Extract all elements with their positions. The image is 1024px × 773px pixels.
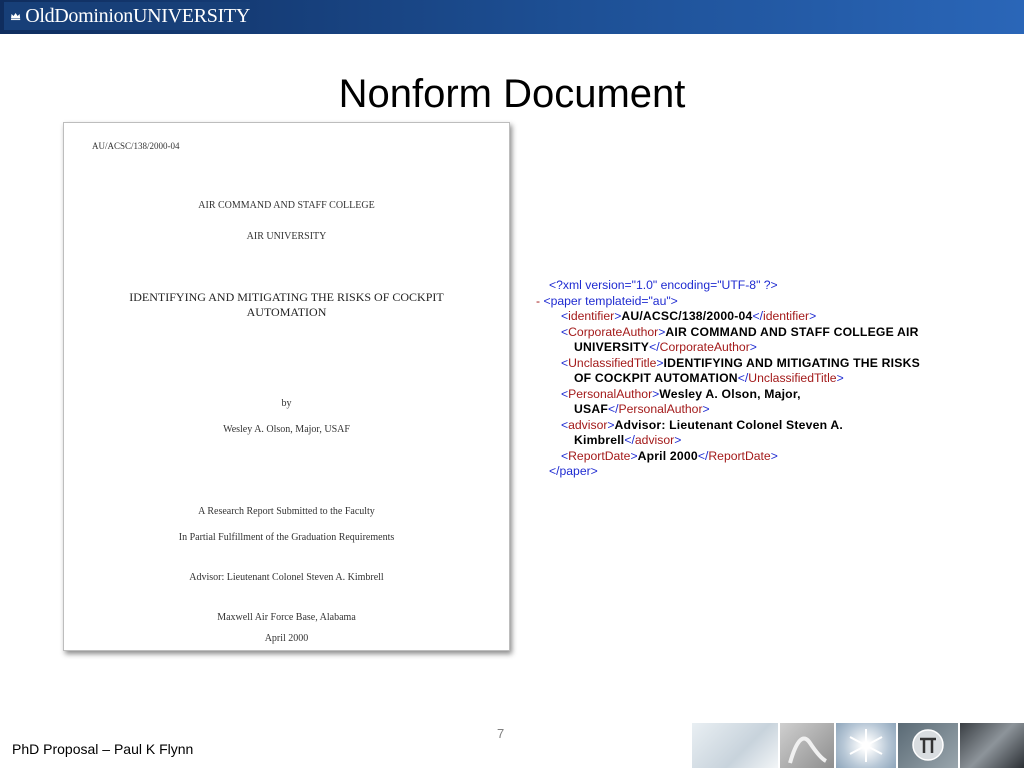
xml-advisor-cont: Kimbrell</advisor>	[574, 433, 682, 447]
logo-text: OldDominionUNIVERSITY	[25, 4, 250, 27]
xml-declaration: <?xml version="1.0" encoding="UTF-8" ?>	[549, 278, 778, 292]
strip-image-2	[780, 723, 834, 768]
xml-advisor: <advisor>Advisor: Lieutenant Colonel Steven A.	[561, 417, 843, 432]
strip-image-1	[692, 723, 778, 768]
xml-unclassified-title: <UnclassifiedTitle>IDENTIFYING AND MITIGATING THE RISKS	[561, 355, 920, 370]
slide-title: Nonform Document	[338, 72, 686, 116]
xml-unclassified-title-cont: OF COCKPIT AUTOMATION</UnclassifiedTitle>	[574, 371, 844, 385]
doc-report-id: AU/ACSC/138/2000-04	[92, 141, 180, 151]
figure-icon	[780, 723, 834, 768]
xml-corporate-author-cont: UNIVERSITY</CorporateAuthor>	[574, 340, 757, 354]
xml-corporate-author: <CorporateAuthor>AIR COMMAND AND STAFF COLLEGE AIR	[561, 324, 919, 339]
document-image	[63, 122, 510, 651]
footer-text: PhD Proposal – Paul K Flynn	[12, 741, 194, 757]
xml-personal-author-cont: USAF</PersonalAuthor>	[574, 402, 710, 416]
snowflake-icon	[836, 723, 896, 768]
doc-university: AIR UNIVERSITY	[246, 231, 327, 242]
doc-college: AIR COMMAND AND STAFF COLLEGE	[198, 200, 375, 211]
university-logo	[4, 2, 250, 30]
doc-fulfillment: In Partial Fulfillment of the Graduation Requirements	[178, 532, 395, 543]
xml-report-date: <ReportDate>April 2000</ReportDate>	[561, 448, 778, 463]
doc-advisor: Advisor: Lieutenant Colonel Steven A. Kimbrell	[189, 572, 384, 583]
xml-paper-open: - <paper templateid="au">	[536, 293, 678, 308]
crown-icon	[10, 7, 21, 25]
xml-paper-close: </paper>	[549, 464, 598, 478]
strip-image-4	[898, 723, 958, 768]
strip-image-3	[836, 723, 896, 768]
doc-submitted: A Research Report Submitted to the Faculty	[198, 506, 375, 517]
header-bar	[0, 0, 1024, 34]
xml-identifier: <identifier>AU/ACSC/138/2000-04</identifier>	[561, 309, 817, 323]
doc-title-line2: AUTOMATION	[246, 305, 327, 319]
doc-date: April 2000	[264, 633, 309, 644]
xml-personal-author: <PersonalAuthor>Wesley A. Olson, Major,	[561, 386, 801, 401]
doc-by: by	[281, 398, 292, 409]
collapse-toggle[interactable]: -	[536, 293, 541, 308]
doc-title-line1: IDENTIFYING AND MITIGATING THE RISKS OF COCKPIT	[129, 290, 444, 304]
page-number: 7	[497, 726, 505, 741]
doc-location: Maxwell Air Force Base, Alabama	[217, 612, 356, 623]
pi-icon	[898, 723, 958, 768]
doc-author: Wesley A. Olson, Major, USAF	[223, 424, 350, 435]
strip-image-5	[960, 723, 1024, 768]
xml-listing	[536, 278, 920, 480]
